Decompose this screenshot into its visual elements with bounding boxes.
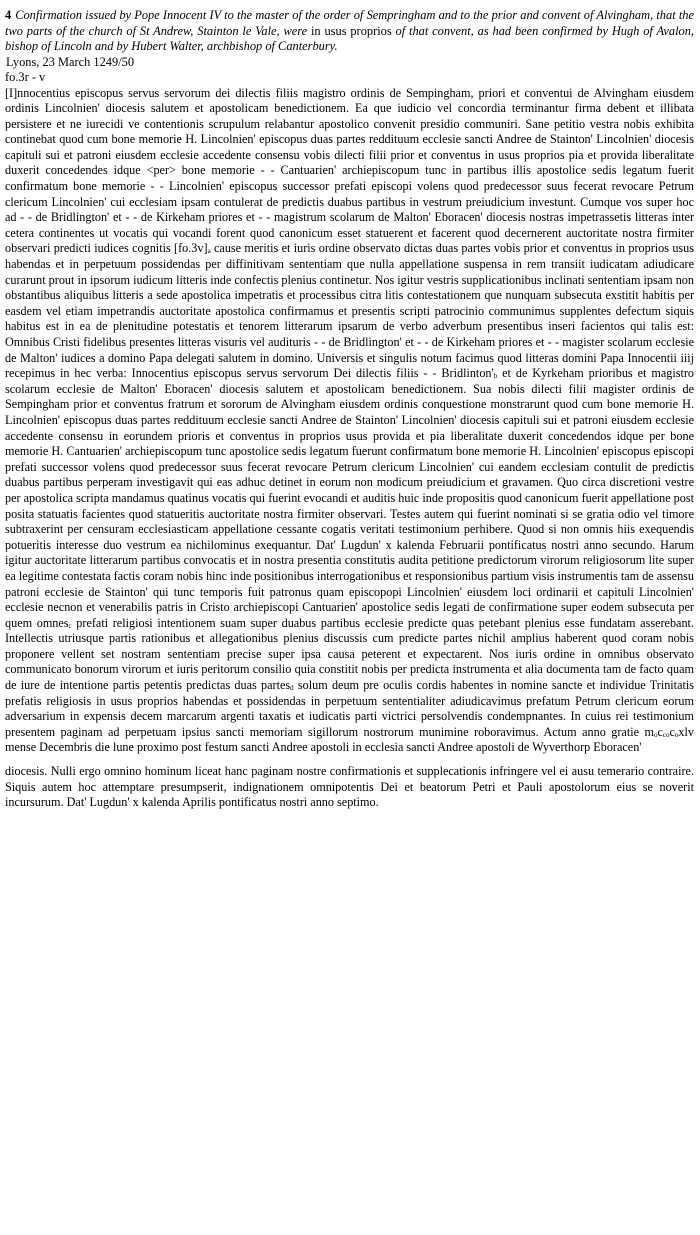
charter-text-segment: cause meritis et iuris ordine observato dictas duas partes vobis prior et conventus in proprios usus habendas et in perpetuum possidendas per diffinitivam sententiam que nulla appellatione suspensa in rem transiit iudicatam adiudicare curarunt prout in ipsorum iudicum litteris inde confectis plenius continetur. Nos igitur vestris supplicationibus inclinati sententiam ipsam non obstantibus aliquibus litteris a sede apostolica impetratis et processibus citra litis contestationem que nunquam subsecuta exstitit habitis per easdem vel etiam impetrandis auctoritate apostolica confirmamus et presentis scripti patrocinio communimus supplentes defectum siquis habitus est in ea de plenitudine potestatis et tenorem litterarum ipsarum de verbo adverbum presentibus inseri facientos qui talis est: Omnibus Cristi fidelibus presentes litteras visuris vel audituris - - de Bridlington' et - - de Kirkeham priores et - - magister scolarum ecclesie de Malton' iudices a domino Papa delegati salutem in domino. Universis et singulis notum facimus quod litteras domini Papa Innocentii iiij recepimus in hec verba: Innocentius episcopus servus servorum Dei dilectis filiis - - Bridlinton': [5, 241, 694, 381]
date-numeral-letter: c: [669, 724, 675, 739]
heading-text-part-1: Confirmation issued by Pope Innocent IV to the master of the order of Sempringham and to the prior and convent of Alvingham, that the two parts of the church of St Andrew, Stainton le Vale, were: [5, 8, 694, 38]
charter-text-segment: [I]nnocentius episcopus servus servorum dei dilectis filiis magistro ordinis de Sempingham, priori et conventui de Alvingham eiusdem ordinis Lincolnien' diocesis salutem et apostolicam benedictionem. Ea que iudicio vel concordia terminantur firma debent et illibata persistere et ne iurecidi ve contentionis scrupulum relabantur apostolico convenit presidio communiri. Sane petitio vestra nobis exhibita continebat quod cum bone memorie H. Lincolnien' episcopus duas partes reddituum ecclesie sancti Andree de Stainton' Lincolnien' diocesis capituli sui et patroni eiusdem ecclesie accedente consensu vobis dilecti filii prior et conventus in usus proprios pia et provida liberalitate duxerit concedendes idque <per> bone memorie - - Cantuarien' archiepiscopum tunc in partibus illis apostolice sedis legatum fuerit confirmatum bone memorie - - Lincolnien' episcopus successor prefati episcopi volens quod predecessor suus fecerat revocare Petrum clericum Lincolnien' cui ecclesiam ipsam contulerat de predictis duabus partibus in vestrum preiudicium investunt. Cumque vos super hoc ad - - de Bridlington' et - - de Kirkeham priores et - - magistrum scolarum de Malton' Eboracen' diocesis nostras impetrassetis litteras inter cetera continentes ut vocatis qui vocandi forent quod canonicum esset statuerent et facerent quod decernerent auctoritate nostra firmiter observari predicti iudices cognitis [fo.3v]: [5, 85, 694, 256]
heading-text-part-2: in usus proprios: [310, 23, 392, 38]
document-page: [5, 8, 694, 811]
footnote-marker: c: [68, 621, 72, 630]
heading-text-part-3: of that convent, as had been confirmed by Hugh of Avalon, bishop of Lincoln and by Hubert Walter, archbishop of Canterbury.: [5, 23, 695, 53]
date-numeral-letter: o: [674, 730, 679, 739]
date-numeral-letter: o: [666, 730, 670, 739]
folio-reference: fo.3r - v: [5, 70, 46, 84]
date-numeral-letter: c: [657, 724, 663, 739]
charter-continuation: diocesis. Nulli ergo omnino hominum liceat hanc paginam nostre confirmationis et supplecationis infringere vel ei ausu temerario contraire. Siquis autem hoc attemptare presumpserit, indignationem omnipotentis Dei et beatorum Petri et Pauli apostolorum eius se noverit incursurum. Dat' Lugdun' x kalenda Aprilis pontificatus nostri anno septimo.: [5, 764, 694, 810]
charter-text-segment: solum deum pre oculis cordis habentes in nomine sancte et individue Trinitatis prefatis religiosis in usus proprios habendas et possidendas in perpetuum sententialiter adiudicavimus prefatum Petrum clericum eorum adversarium in expensis decem marcarum argenti taxatis et iudicatis parti victrici persolvendis condempnantes. In cuius rei testimonium presentem paginam ad perpetuam ipsius sancti memoriam sigillorum nostrorum munimine roboravimus. Actum anno gratie m: [5, 678, 694, 739]
date-numeral-letter: c: [662, 730, 666, 739]
footnote-marker: b: [493, 372, 498, 381]
document-number: 4: [5, 8, 12, 22]
charter-text: [5, 86, 694, 757]
document-heading: [5, 8, 694, 55]
charter-text-segment: prefati religiosi intentionem suam super duabus partibus ecclesie predicte quas petebant plenius esse fundatam asserebant. Intellectis utriusque partis rationibus et allegationibus plenius discussis cum predicte partes nichil amplius haberent quod coram nobis proponere vellent set nostram sententiam precise super ipsa causa peterent et expectarent. Nos iuris ordine in omnibus observato communicato bonorum virorum et iuris peritorum consilio quia constitit nobis per predicta instrumenta et alia documenta tam de facto quam de iure de intentione partis petentis predictas duas partes: [5, 615, 694, 693]
date-numeral-letter: o: [653, 730, 658, 739]
charter-text-segment: xlv mense Decembris die lune proximo post festum sancti Andree apostoli in ecclesia sancti Andree apostoli de Wyverthorp Eboracen': [5, 724, 694, 755]
place-and-date: Lyons, 23 March 1249/50: [6, 54, 135, 69]
charter-text-segment: et de Kyrkeham prioribus et magistro scolarum ecclesie de Malton' Eboracen' diocesis salutem et apostolicam benedictionem. Sua nobis dilecti filii magister ordinis de Sempingham prior et conventus fratrum et sororum de Alvingham eiusdem ordinis conquestione monstrarunt quod cum bone memorie H. Lincolnien' episcopus duas partes reddituum ecclesie sancti Andree de Stainton' Lincolnien' diocesis capituli sui et patroni eiusdem ecclesie accedente consensu in eorundem prioris et conventus in proprios usus provida et pia liberalitate duxerit concedendos idque per bone memorie H. Cantuarien' archiepiscopum tunc apostolice sedis legatum fuerunt confirmatum bone memorie H. Lincolnien' episcopus episcopi prefati successor volens quod predecessor suus fecerat revocare Petrum clericum Lincolnien' cui eandem ecclesiam contulit de predictis duabus partibus perperam investigavit qui eas adhuc detinet in eorum non modicum preiudicium et gravamen. Quo circa discretioni vestre per apostolica scripta mandamus quatinus vocatis qui fuerint evocandi et auditis huic inde propositis quod canonicum fuerit appellatione post posita statuatis facientes quod statueritis auctoritate nostra firmiter observari. Testes autem qui fuerint nominati si se gratia odio vel timore subtraxerint per censuram ecclesiasticam appellatione cessante cogatis veritati testimonium perhibere. Quod si non omnis hiis exequendis potueritis interesse duo vestrum ea nichilominus exequantur. Dat' Lugdun' x kalenda Februarii pontificatus nostri anno secundo. Harum igitur auctoritate litterarum partibus convocatis et in nostra presentia constitutis audita petitione predictorum virorum religiosorum lite super ea legitime contestata factis coram nobis hinc inde positionibus interrogationibus et responsionibus partium visis instrumentis tam de assensu patroni ecclesie de Stainton' qui tunc temporis fuit patronus quam episcopopi Lincolnien' eiusdem loci ordinarii et capituli Lincolnien' ecclesie necnon et venerabilis patris in Cristo archiepiscopi Cantuarien' apostolice sedis legati de confirmatione super eodem subsecuta per quem omnes: [5, 366, 694, 630]
footnote-marker: d: [290, 684, 294, 693]
footnote-marker: a: [207, 247, 211, 256]
